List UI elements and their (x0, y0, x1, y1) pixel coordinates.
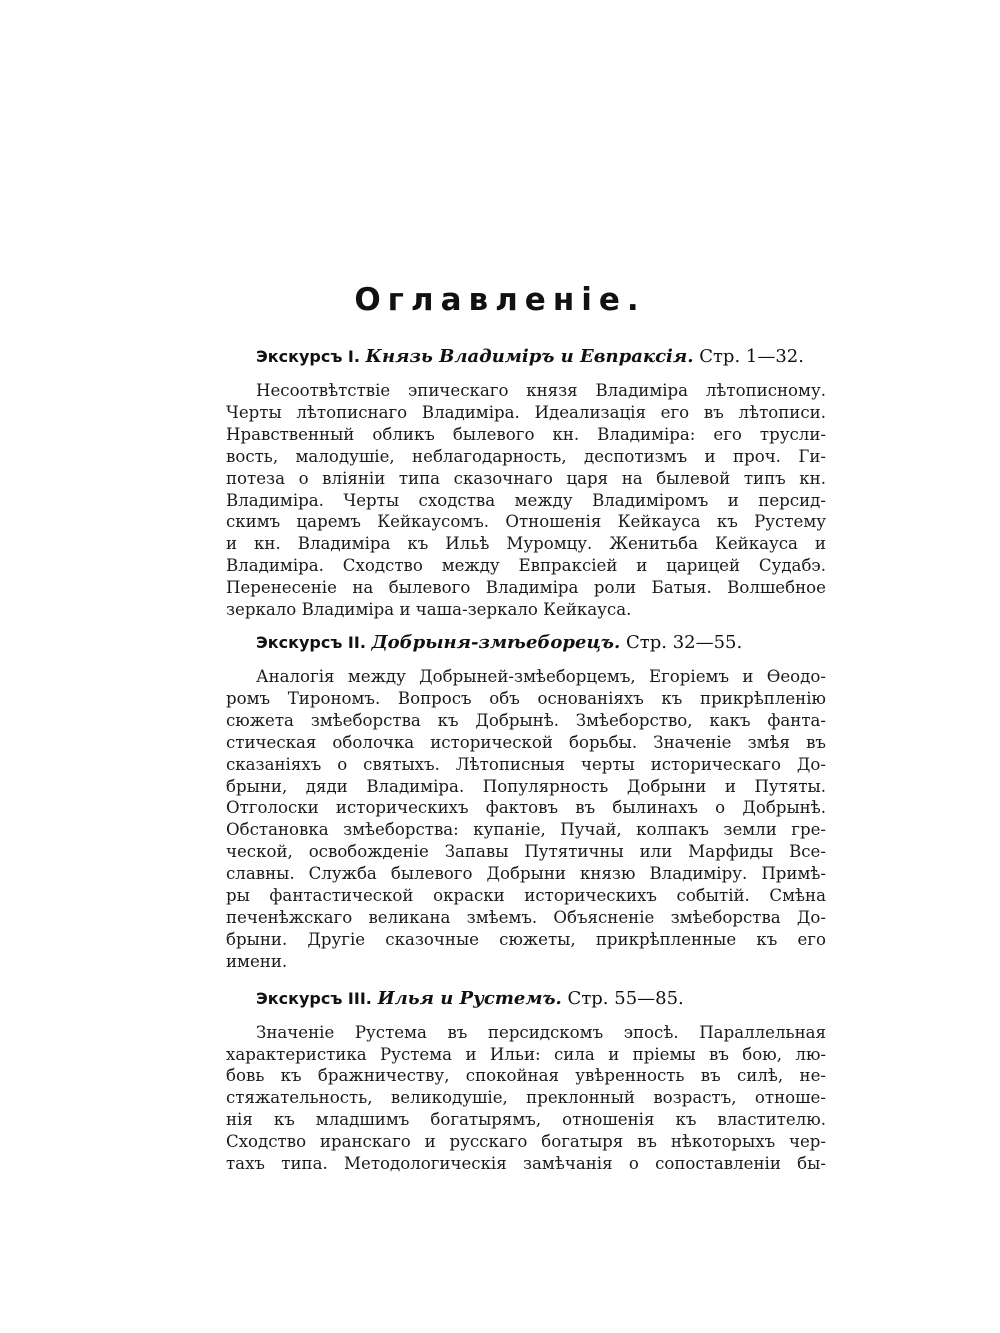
text-line: и кн. Владиміра къ Ильѣ Муромцу. Женитьба Кейкауса и (226, 534, 826, 554)
excursus-heading (256, 631, 826, 655)
text-line: брыни, дяди Владиміра. Популярность Добрыни и Путяты. (226, 776, 826, 796)
excursus-1 (226, 345, 826, 621)
text-line: зеркало Владиміра и чаша-зеркало Кейкауса. (226, 600, 632, 620)
excursus-heading (256, 987, 826, 1011)
excursus-label: Экскурсъ III. (256, 988, 372, 1008)
excursus-pages: Стр. 1—32. (699, 346, 804, 367)
text-line: стическая оболочка исторической борьбы. Значеніе змѣя въ (226, 732, 826, 752)
excursus-label: Экскурсъ II. (256, 632, 366, 652)
text-line: Аналогія между Добрыней-змѣеборцемъ, Егоріемъ и Ѳеодо- (256, 666, 826, 686)
page-title: Оглавленіе. (354, 282, 646, 318)
text-line: славны. Служба былевого Добрыни князю Владиміру. Примѣ- (226, 864, 826, 884)
text-line: печенѣжскаго великана змѣемъ. Объясненіе змѣеборства До- (226, 907, 826, 927)
text-line: скимъ царемъ Кейкаусомъ. Отношенія Кейкауса къ Рустему (226, 512, 826, 532)
excursus-summary (226, 666, 826, 973)
text-line: брыни. Другіе сказочные сюжеты, прикрѣпленные къ его (226, 929, 826, 949)
excursus-summary (226, 380, 826, 621)
text-line: Черты лѣтописнаго Владиміра. Идеализація его въ лѣтописи. (226, 402, 826, 422)
text-line: сказаніяхъ о святыхъ. Лѣтописныя черты историческаго До- (226, 754, 826, 774)
text-line: ры фантастической окраски историческихъ событій. Смѣна (226, 886, 826, 906)
text-line: ческой, освобожденіе Запавы Путятичны или Марфиды Все- (226, 842, 826, 862)
excursus-title: Добрыня-змѣеборецъ. (371, 631, 621, 653)
text-line: характеристика Рустема и Ильи: сила и пріемы въ бою, лю- (226, 1044, 826, 1064)
excursus-title: Князь Владиміръ и Евпраксія. (365, 346, 694, 367)
text-line: вость, малодушіе, неблагодарность, деспотизмъ и проч. Ги- (226, 446, 826, 466)
text-line: имени. (226, 951, 288, 971)
text-line: Отголоски историческихъ фактовъ въ былинахъ о Добрынѣ. (226, 798, 826, 818)
text-line: сюжета змѣеборства къ Добрынѣ. Змѣеборство, какъ фанта- (226, 710, 826, 730)
excursus-heading (256, 345, 826, 369)
table-of-contents (226, 345, 826, 1175)
text-line: потеза о вліяніи типа сказочнаго царя на былевой типъ кн. (226, 468, 826, 488)
text-line: стяжательность, великодушіе, преклонный возрастъ, отноше- (226, 1088, 826, 1108)
text-line: Владиміра. Черты сходства между Владиміромъ и персид- (226, 490, 826, 510)
excursus-label: Экскурсъ I. (256, 347, 360, 366)
excursus-summary (226, 1022, 826, 1175)
text-line: Значеніе Рустема въ персидскомъ эпосѣ. Параллельная (256, 1022, 826, 1042)
text-line: Сходство иранскаго и русскаго богатыря въ нѣкоторыхъ чер- (226, 1132, 826, 1152)
excursus-2 (226, 631, 826, 973)
text-line: бовь къ бражничеству, спокойная увѣренность въ силѣ, не- (226, 1066, 826, 1086)
text-line: Перенесеніе на былевого Владиміра роли Батыя. Волшебное (226, 578, 826, 598)
text-line: Нравственный обликъ былевого кн. Владиміра: его трусли- (226, 424, 826, 444)
excursus-pages: Стр. 55—85. (567, 987, 684, 1009)
excursus-3 (226, 987, 826, 1175)
text-line: Владиміра. Сходство между Евпраксіей и царицей Судабэ. (226, 556, 826, 576)
text-line: Несоотвѣтствіе эпическаго князя Владиміра лѣтописному. (256, 381, 826, 400)
excursus-pages: Стр. 32—55. (626, 631, 743, 653)
text-line: тахъ типа. Методологическія замѣчанія о сопоставленіи бы- (226, 1154, 826, 1174)
text-line: нія къ младшимъ богатырямъ, отношенія къ властителю. (226, 1110, 826, 1130)
text-line: Обстановка змѣеборства: купаніе, Пучай, колпакъ земли гре- (226, 820, 826, 840)
text-line: ромъ Тирономъ. Вопросъ объ основаніяхъ къ прикрѣпленію (226, 688, 826, 708)
excursus-title: Илья и Рустемъ. (377, 987, 562, 1009)
